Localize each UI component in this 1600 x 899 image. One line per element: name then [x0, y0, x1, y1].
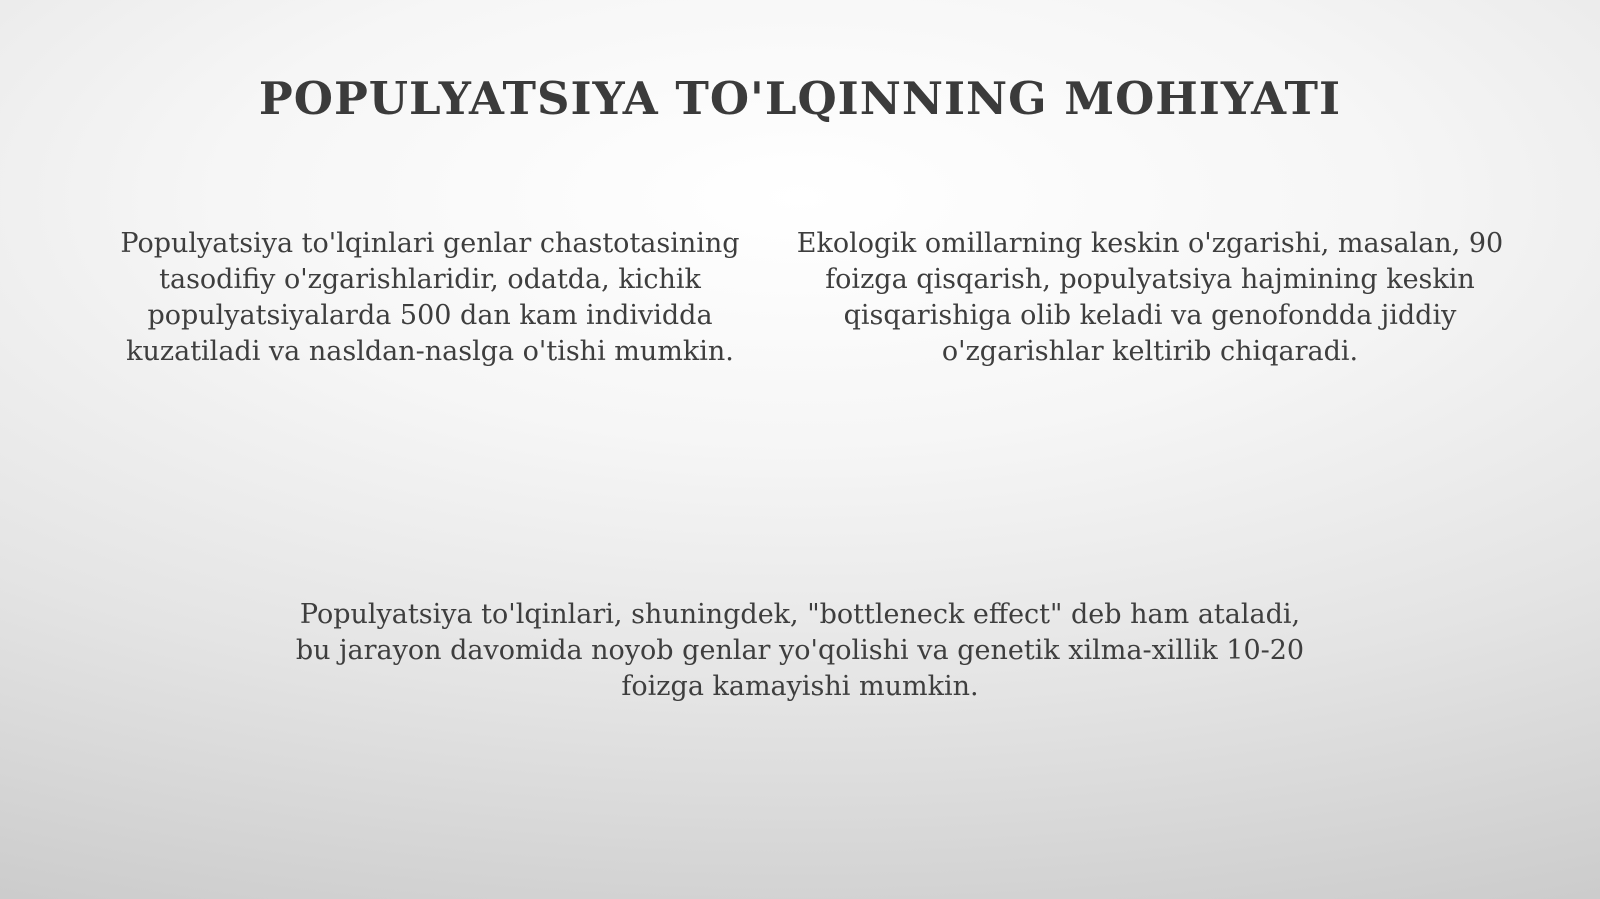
slide-title: POPULYATSIYA TO'LQINNING MOHIYATI: [258, 72, 1342, 125]
text-block-bottom: Populyatsiya to'lqinlari, shuningdek, "bottleneck effect" deb ham ataladi, bu jarayon davomida noyob genlar yo'qolishi va genetik xilma-xillik 10-20 foizga kamayishi mumkin.: [295, 599, 1305, 702]
text-block-right: Ekologik omillarning keskin o'zgarishi, masalan, 90 foizga qisqarish, populyatsiya hajmining keskin qisqarishiga olib keladi va genofondda jiddiy o'zgarishlar keltirib chiqaradi.: [796, 228, 1504, 367]
text-block-left: Populyatsiya to'lqinlari genlar chastotasining tasodifiy o'zgarishlaridir, odatda, kichik populyatsiyalarda 500 dan kam individda kuzatiladi va nasldan-naslga o'tishi mumkin.: [120, 228, 740, 367]
